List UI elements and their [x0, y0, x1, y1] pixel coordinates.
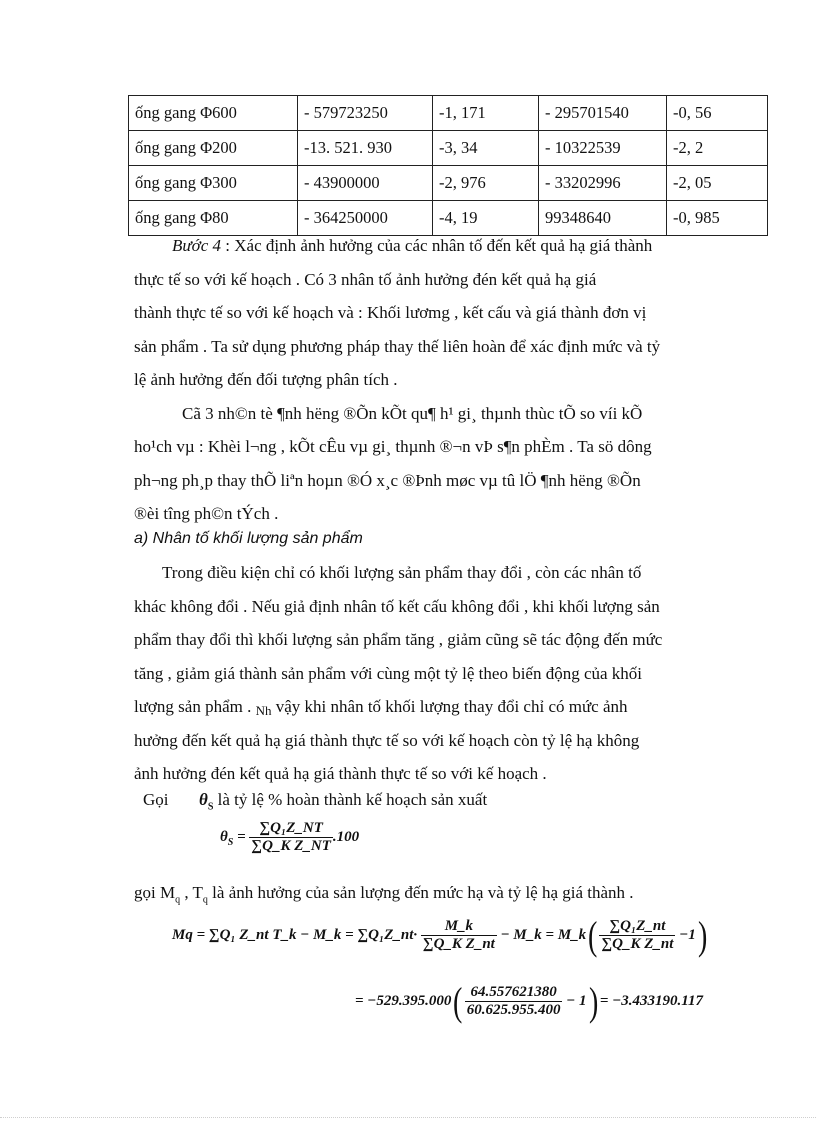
theta-formula: [220, 820, 359, 855]
theta-fraction: [249, 820, 332, 855]
fraction-denominator: ∑Q_K Z_nt: [601, 936, 674, 952]
text-run: Nh: [255, 703, 272, 718]
table-cell: -0, 985: [667, 201, 768, 236]
right-paren: ): [697, 913, 708, 958]
text-run: vậy khi nhân tố khối lượng thay đổi chỉ có mức ảnh: [271, 697, 628, 716]
times-100: .100: [332, 828, 360, 845]
paragraph-line: ảnh hưởng đén kết quả hạ giá thành thực tế so với kế hoạch .: [134, 764, 547, 783]
table-row: [129, 201, 768, 236]
theta-symbol: θ: [199, 790, 208, 809]
paragraph-line: thực tế so với kế hoạch . Có 3 nhân tố ảnh hưởng đén kết quả hạ giá: [134, 270, 597, 289]
paragraph-line: tăng , giảm giá thành sản phẩm với cùng một tỷ lệ theo biến động của khối: [134, 664, 643, 683]
text-run: lượng sản phẩm .: [134, 697, 256, 716]
mq-inner-fraction: [599, 918, 675, 953]
definition-line: [143, 790, 487, 812]
calc-formula: [355, 978, 703, 1025]
mq-formula: [172, 912, 709, 959]
paragraph-line: thành thực tế so với kế hoạch và : Khối lươmg , kết cấu và giá thành đơn vị: [134, 303, 647, 322]
table-cell: - 579723250: [298, 96, 433, 131]
garbled-line: ®èi tîng ph©n tÝch .: [134, 504, 279, 523]
table-cell: -3, 34: [433, 131, 539, 166]
text-run: , T: [180, 883, 203, 902]
table-row: [129, 166, 768, 201]
fraction-numerator: M_k: [421, 918, 497, 936]
table-cell: -1, 171: [433, 96, 539, 131]
paragraph-line: phẩm thay đổi thì khối lượng sản phẩm tăng , giảm cũng sẽ tác động đến mức: [134, 630, 663, 649]
table-cell: - 295701540: [539, 96, 667, 131]
text-run: là ảnh hưởng của sản lượng đến mức hạ và tỷ lệ hạ giá thành .: [207, 883, 634, 902]
mq-middle: − M_k = M_k: [496, 926, 587, 943]
calc-lhs: = −529.395.000: [355, 992, 452, 1009]
text-run: gọi M: [134, 883, 176, 902]
text-run: là tỷ lệ % hoàn thành kế hoạch sản xuất: [213, 790, 488, 809]
paragraph-line: [134, 697, 628, 717]
garbled-line: ho¹ch vµ : Khèi l¬ng , kÕt cÊu vµ gi¸ thµnh ®¬n vÞ s¶n phÈm . Ta sö dông: [134, 437, 652, 456]
fraction-denominator: ∑Q_K Z_nt: [422, 936, 495, 952]
table-row: [129, 96, 768, 131]
table-cell: - 10322539: [539, 131, 667, 166]
fraction-denominator: ∑Q_K Z_NT: [251, 838, 331, 854]
minus-one: − 1: [562, 992, 587, 1009]
garbled-line: ph¬ng ph¸p thay thÕ liªn hoµn ®Ó x¸c ®Þnh møc vµ tû lÖ ¶nh hëng ®Õn: [134, 471, 641, 490]
calc-fraction: [465, 984, 563, 1019]
table-cell: 99348640: [539, 201, 667, 236]
fraction-numerator: ∑Q₁Z_NT: [249, 820, 332, 838]
step-text: : Xác định ảnh hưởng của các nhân tố đến kết quả hạ giá thành: [221, 236, 653, 255]
table-cell: -13. 521. 930: [298, 131, 433, 166]
section-heading: a) Nhân tố khối lượng sản phẩm: [134, 530, 363, 547]
table-cell: - 43900000: [298, 166, 433, 201]
paragraph-line: sản phẩm . Ta sử dụng phương pháp thay thế liên hoàn để xác định mức và tỷ: [134, 337, 661, 356]
paragraph-line: lệ ảnh hưởng đến đối tượng phân tích .: [134, 370, 398, 389]
table-cell: ống gang Φ80: [129, 201, 298, 236]
comparison-table: [128, 95, 768, 236]
theta-subscript: S: [207, 801, 214, 813]
subscript: q: [175, 894, 181, 906]
definition-line: [134, 883, 634, 905]
table-cell: -2, 2: [667, 131, 768, 166]
right-paren: ): [588, 979, 598, 1024]
garbled-line: Cã 3 nh©n tè ¶nh hëng ®Õn kÕt qu¶ h¹ gi¸ thµnh thùc tÕ so víi kÕ: [182, 404, 643, 423]
table-cell: ống gang Φ300: [129, 166, 298, 201]
paragraph-line: khác không đổi . Nếu giả định nhân tố kết cấu không đổi , khi khối lượng sản: [134, 597, 660, 616]
table-cell: -0, 56: [667, 96, 768, 131]
subscript: q: [202, 894, 208, 906]
step-label: Bước 4: [172, 236, 222, 255]
table-cell: - 364250000: [298, 201, 433, 236]
paragraph-line: Trong điều kiện chỉ có khối lượng sản phẩm thay đổi , còn các nhân tố: [162, 563, 642, 582]
page-divider: [0, 1117, 816, 1118]
fraction-numerator: 64.557621380: [465, 984, 563, 1002]
table-cell: -2, 05: [667, 166, 768, 201]
paragraph-line: [172, 236, 652, 256]
table-cell: -2, 976: [433, 166, 539, 201]
left-paren: (: [588, 913, 598, 958]
fraction-denominator: 60.625.955.400: [466, 1002, 561, 1018]
table-cell: - 33202996: [539, 166, 667, 201]
left-paren: (: [453, 979, 463, 1024]
text-run: Gọi: [143, 790, 169, 809]
mq-fraction: [421, 918, 497, 953]
paragraph-line: hưởng đến kết quả hạ giá thành thực tế so với kế hoạch còn tỷ lệ hạ không: [134, 731, 640, 750]
minus-one: −1: [675, 926, 696, 943]
table-cell: ống gang Φ200: [129, 131, 298, 166]
mq-lhs: Mq = ∑Q₁ Z_nt T_k − M_k = ∑Q₁Z_nt·: [172, 926, 418, 943]
table-cell: ống gang Φ600: [129, 96, 298, 131]
fraction-numerator: ∑Q₁Z_nt: [599, 918, 675, 936]
calc-result: = −3.433190.117: [599, 992, 703, 1009]
table-cell: -4, 19: [433, 201, 539, 236]
theta-lhs: $\theta_S$ =: [220, 828, 250, 848]
table-row: [129, 131, 768, 166]
